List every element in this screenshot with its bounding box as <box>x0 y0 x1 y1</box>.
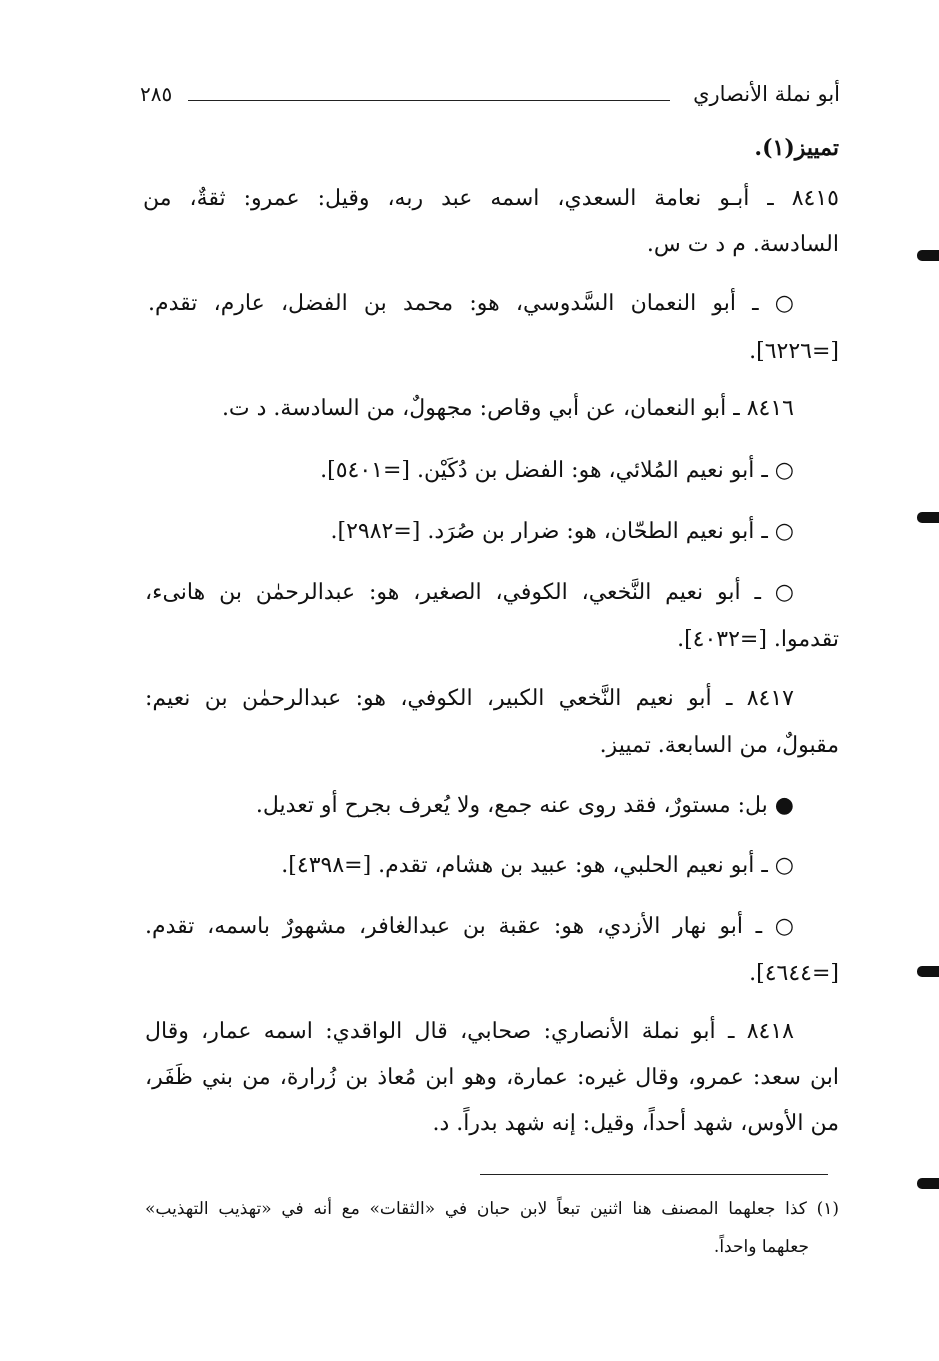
entry-line: ○ ـ أبو نعيم المُلائي، هو: الفضل بن دُكَيْن. [=٥٤٠١]. <box>320 458 794 483</box>
entry-line: تمييز(١). <box>754 135 839 161</box>
entry-line: [=٦٢٢٦]. <box>749 339 839 364</box>
entry-line: من الأوس، شهد أحداً، وقيل: إنه شهد بدراً. د. <box>432 1111 839 1136</box>
entry-line: ○ ـ أبو نعيم الحلبي، هو: عبيد بن هشام، تقدم. [=٤٣٩٨]. <box>281 853 794 878</box>
entry-line: [=٤٦٤٤]. <box>749 961 839 986</box>
entry-line: تقدموا. [=٤٠٣٢]. <box>677 627 839 652</box>
page-edge-mark <box>917 512 939 523</box>
footnote-rule <box>480 1174 828 1175</box>
entry-line: ○ ـ أبو نعيم النَّخعي، الكوفي، الصغير، هو: عبدالرحمٰن بن هانىء، <box>145 580 794 605</box>
running-title: أبو نملة الأنصاري <box>693 82 840 106</box>
footnote-line: جعلهما واحداً. <box>713 1237 809 1257</box>
page-edge-mark <box>917 966 939 977</box>
entry-line: ٨٤١٧ ـ أبو نعيم النَّخعي الكبير، الكوفي، هو: عبدالرحمٰن بن نعيم: <box>145 686 794 711</box>
entry-line: ○ ـ أبو نعيم الطحّان، هو: ضرار بن صُرَد. [=٢٩٨٢]. <box>330 519 794 544</box>
page-edge-mark <box>917 1178 939 1189</box>
entry-line: ابن سعد: عمرو، وقال غيره: عمارة، وهو ابن مُعاذ بن زُرارة، من بني ظَفَر، <box>145 1065 839 1090</box>
entry-line: ٨٤١٦ ـ أبو النعمان، عن أبي وقاص: مجهولٌ، من السادسة. د ت. <box>221 396 794 421</box>
entry-line: السادسة. م د ت س. <box>646 232 839 257</box>
header-rule <box>188 100 670 101</box>
entry-line: ● بل: مستورٌ، فقد روى عنه جمع، ولا يُعرف بجرح أو تعديل. <box>255 793 794 818</box>
page-header <box>140 78 840 118</box>
page-number: ٢٨٥ <box>140 82 173 106</box>
entry-line: ○ ـ أبو النعمان السَّدوسي، هو: محمد بن الفضل، عارم، تقدم. <box>148 291 794 316</box>
entry-line: ٨٤١٨ ـ أبو نملة الأنصاري: صحابي، قال الواقدي: اسمه عمار، وقال <box>145 1019 794 1044</box>
footnote-line: (١) كذا جعلهما المصنف هنا اثنين تبعاً لابن حبان في «الثقات» مع أنه في «تهذيب التهذيب» <box>145 1199 839 1219</box>
entry-line: ٨٤١٥ ـ أبـو نعامة السعدي، اسمه عبد ربه، وقيل: عمرو: ثقةٌ، من <box>143 186 839 211</box>
entry-line: مقبولٌ، من السابعة. تمييز. <box>599 733 839 758</box>
entry-line: ○ ـ أبو نهار الأزدي، هو: عقبة بن عبدالغافر، مشهورٌ باسمه، تقدم. <box>145 914 794 939</box>
page-edge-mark <box>917 250 939 261</box>
